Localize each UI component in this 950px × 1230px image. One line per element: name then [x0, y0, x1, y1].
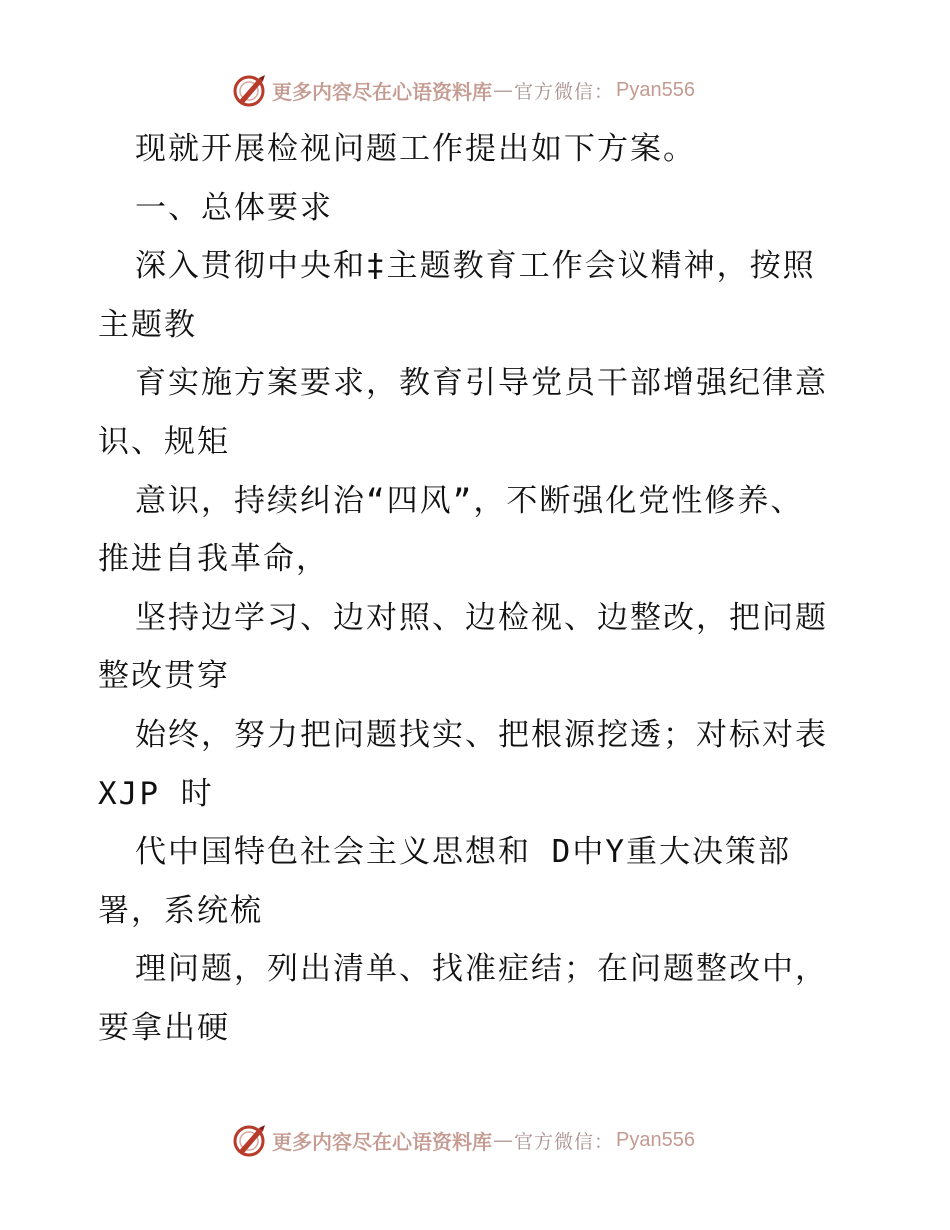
watermark-wechat-label: 官方微信：	[514, 1130, 615, 1153]
paragraph-line: 推进自我革命，	[98, 541, 329, 578]
watermark-text: 更多内容尽在心语资料库	[272, 1129, 492, 1154]
paragraph-line: 代中国特色社会主义思想和 D中Y重大决策部	[135, 834, 791, 871]
paragraph-line: 现就开展检视问题工作提出如下方案。	[135, 131, 696, 167]
paragraph-line: 主题教	[98, 306, 197, 343]
watermark-text: 更多内容尽在心语资料库	[272, 79, 492, 104]
paragraph-line: 育实施方案要求，教育引导党员干部增强纪律意	[135, 365, 828, 402]
paragraph-line: 署，系统梳	[98, 892, 263, 929]
paragraph-line: XJP 时	[98, 775, 214, 812]
paragraph-line: 深入贯彻中央和‡主题教育工作会议精神，按照	[135, 248, 816, 285]
quill-pen-logo-icon	[232, 72, 268, 108]
paragraph-line: 整改贯穿	[98, 658, 230, 695]
document-body	[98, 120, 868, 1058]
watermark-dash: —	[493, 78, 513, 102]
watermark-wechat-label: 官方微信：	[514, 80, 615, 103]
paragraph-line: 坚持边学习、边对照、边检视、边整改，把问题	[135, 599, 828, 636]
paragraph-line: 意识，持续纠治“四风”，不断强化党性修养、	[135, 482, 804, 519]
watermark-dash: —	[493, 1128, 513, 1152]
paragraph-line: 识、规矩	[98, 423, 230, 460]
watermark-wechat-id: Pyan556	[616, 78, 695, 101]
header-watermark	[232, 70, 695, 110]
paragraph-line: 要拿出硬	[98, 1009, 230, 1046]
section-heading: 一、总体要求	[135, 189, 333, 226]
footer-watermark	[232, 1120, 695, 1160]
paragraph-line: 始终，努力把问题找实、把根源挖透；对标对表	[135, 716, 828, 753]
quill-pen-logo-icon	[232, 1122, 268, 1158]
paragraph-line: 理问题，列出清单、找准症结；在问题整改中，	[135, 951, 828, 988]
watermark-wechat-id: Pyan556	[616, 1128, 695, 1151]
